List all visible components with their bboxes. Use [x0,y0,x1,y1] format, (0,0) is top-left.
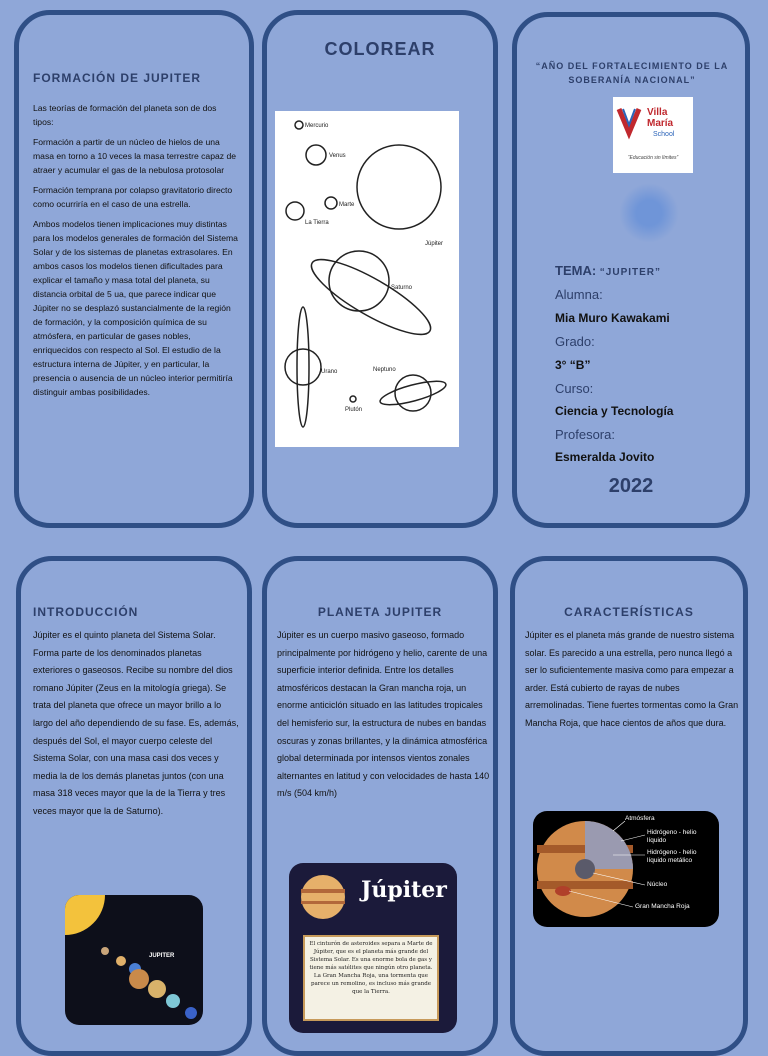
curso-value: Ciencia y Tecnología [555,404,674,418]
label-mercurio: Mercurio [305,123,329,129]
jupiter-layers-diagram [533,811,719,927]
label-hidrogeno-metalico: Hidrógeno - helio líquido metálico [647,849,697,864]
school-logo [613,97,693,173]
panel-colorear [262,10,498,528]
tema-value: “JUPITER” [599,267,662,278]
label-saturno: Saturno [391,285,413,291]
planeta-jupiter-text: Júpiter es un cuerpo masivo gaseoso, formado principalmente por hidrógeno y helio, carente de una superficie interior definida. Entre los detalles atmosféricos destacan la Gran mancha roja, un enorme anticiclón situado en las latitudes tropicales del hemisferio sur, la estructura de nubes en bandas oscuras y zonas brillantes, y la dinámica atmosférica global determinada por intensos vientos zonales alternantes en latitud y con velocidades de hasta 140 m/s (504 km/h) [277,630,490,799]
coloring-image [275,111,459,447]
logo-name: Villa María [647,107,674,129]
grado-label: Grado: [555,334,595,349]
year: 2022 [608,475,654,497]
introduccion-text: Júpiter es el quinto planeta del Sistema Solar. Forma parte de los denominados planetas exteriores o gaseosos. Recibe su nombre del dios romano Júpiter (Zeus en la mitología griega). Se trata del planeta que ofrece un mayor brillo a lo largo del año dependiendo de su fase. Es, además, después del Sol, el mayor cuerpo celeste del Sistema Solar, con una masa casi dos veces y media la de los demás planetas juntos (con una masa 318 veces mayor que la de la Tierra y tres veces mayor que la de Saturno). [33,630,239,816]
label-jupiter: Júpiter [425,241,444,247]
motto: “AÑO DEL FORTALECIMIENTO DE LA SOBERANÍA NACIONAL” [535,61,729,85]
formacion-para: Formación temprana por colapso gravitatorio directo como ocurriría en el caso de una estrella. [33,185,233,209]
label-venus: Venus [329,153,346,159]
tema-row [555,263,661,278]
curso-label: Curso: [555,381,594,396]
logo-tagline: “Educación sin límites” [627,155,679,161]
label-gran-mancha: Gran Mancha Roja [635,903,690,910]
planeta-jupiter-title: PLANETA JUPITER [317,605,443,619]
alumna-value: Mia Muro Kawakami [555,311,670,325]
label-nucleo: Núcleo [647,881,668,888]
grado-value: 3° “B” [555,358,591,372]
label-atmosfera: Atmósfera [625,815,655,822]
solar-system-drawing [275,111,459,447]
solar-system-image [65,895,203,1025]
colorear-title: COLOREAR [324,39,436,59]
panel-portada [512,12,750,528]
panel-formacion [14,10,254,528]
introduccion-title: INTRODUCCIÓN [33,605,139,619]
decorative-circle [619,183,679,243]
jupiter-card-image [289,863,457,1033]
label-hidrogeno-liquido: Hidrógeno - helio líquido [647,829,697,844]
formacion-text [33,101,239,405]
panel-planeta-jupiter [262,556,498,1056]
formacion-para: Formación a partir de un núcleo de hielos de una masa en torno a 10 veces la masa terrestre capaz de atraer y acumular el gas de la nebulosa protosolar [33,137,237,175]
label-tierra: La Tierra [305,220,329,226]
panel-introduccion [16,556,252,1056]
label-urano: Urano [321,369,338,375]
label-pluton: Plutón [345,407,363,413]
formacion-para: Las teorías de formación del planeta son de dos tipos: [33,103,217,127]
label-marte: Marte [339,202,355,208]
caracteristicas-text: Júpiter es el planeta más grande de nuestro sistema solar. Es parecido a una estrella, pero nunca llegó a ser lo suficientemente masiva como para empezar a arder. Está cubierto de rayas de nubes arremolinadas. Tiene fuertes tormentas como la Gran Mancha Roja, que hace cientos de años que dura. [525,630,739,728]
label-neptuno: Neptuno [373,367,396,373]
logo-sub: School [653,131,675,138]
alumna-label: Alumna: [555,287,603,302]
caracteristicas-title: CARACTERÍSTICAS [564,605,694,619]
formacion-para: Ambos modelos tienen implicaciones muy distintas para los modelos generales de formación del Sistema Solar y de los sistemas de planetas extrasolares. En ambos casos los modelos tienen dificultades para explicar el tamaño y masa total del planeta, su distancia orbital de 5 ua, que parece indicar que Júpiter no se desplazó sustancialmente de la región de formación, y la composición química de su atmósfera, en particular de gases nobles, enriquecidos con respecto al Sol. El estudio de la estructura interna de Júpiter, y en particular, la presencia o ausencia de un núcleo interior permitiría distinguir ambas posibilidades. [33,219,238,397]
jupiter-card-text: El cinturón de asteroides separa a Marte de Júpiter, que es el planeta más grande del Sistema Solar. Es una enorme bola de gas y tiene más satélites que ningún otro planeta. La Gran Mancha Roja, una tormenta que parece un remolino, es incluso más grande que la Tierra. [303,935,439,1021]
solar-image-label: JUPITER [149,953,175,959]
tema-label: TEMA: [555,263,597,278]
formacion-title: FORMACIÓN DE JUPITER [33,71,202,85]
profesora-value: Esmeralda Jovito [555,450,655,464]
profesora-label: Profesora: [555,427,615,442]
jupiter-card-title: Júpiter [361,877,447,903]
panel-caracteristicas [510,556,748,1056]
